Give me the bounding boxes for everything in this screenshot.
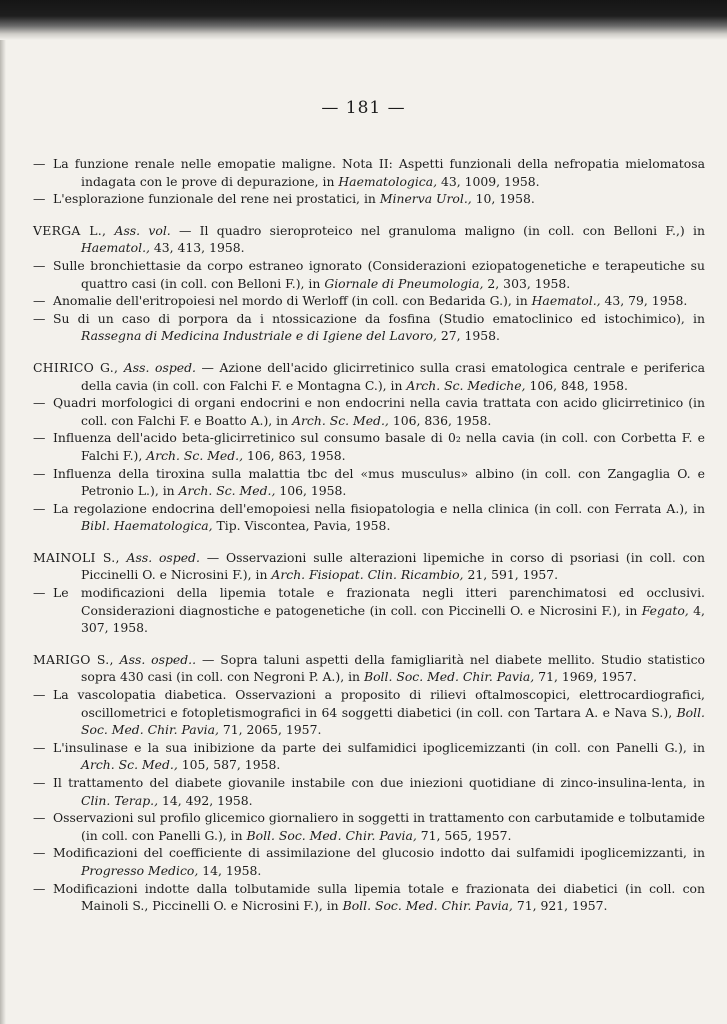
author-role: Ass. osped.: [126, 549, 200, 565]
author-name: VERGA L.,: [33, 222, 107, 238]
author-entry: VERGA L., Ass. vol. — Il quadro sieroproteico nel granuloma maligno (in coll. con Belloni F.,) in Haematol., 43, 413, 1958.: [33, 222, 705, 256]
bibliography-entry: — Su di un caso di porpora da i ntossicazione da fosfina (Studio ematoclinico ed istochimico), in Rassegna di Medicina Industriale e di Igiene del Lavoro, 27, 1958.: [33, 310, 705, 344]
author-entry: MAINOLI S., Ass. osped. — Osservazioni sulle alterazioni lipemiche in corso di psoriasi (in coll. con Piccinelli O. e Nicrosini F.), in Arch. Fisiopat. Clin. Ricambio, 21, 591, 1957.: [33, 549, 705, 583]
bibliography-entry: — Il trattamento del diabete giovanile instabile con due iniezioni quotidiane di zinco-insulina-lenta, in Clin. Terap., 14, 492, 1958.: [33, 775, 705, 808]
bibliography-entry: — Modificazioni del coefficiente di assimilazione del glucosio indotto dai sulfamidi ipoglicemizzanti, in Progresso Medico, 14, 1958.: [33, 845, 705, 878]
bibliography-entry: — La funzione renale nelle emopatie maligne. Nota II: Aspetti funzionali della nefropatia mielomatosa indagata con le prove di depurazione, in Haematologica, 43, 1009, 1958.: [33, 156, 705, 189]
bibliography-entry: — L'esplorazione funzionale del rene nei prostatici, in Minerva Urol., 10, 1958.: [33, 191, 535, 207]
scan-edge-shadow: [0, 40, 6, 1024]
author-name: CHIRICO G.,: [33, 359, 119, 375]
bibliography-entry: — Modificazioni indotte dalla tolbutamide sulla lipemia totale e frazionata dei diabetici (in coll. con Mainoli S., Piccinelli O. e Nicrosini F.), in Boll. Soc. Med. Chir. Pavia, 71, 921, 1957.: [33, 880, 705, 914]
author-name: MARIGO S.,: [33, 651, 114, 667]
bibliography-section: [33, 155, 705, 208]
author-entry: CHIRICO G., Ass. osped. — Azione dell'acido glicirretinico sulla crasi ematologica centrale e periferica della cavia (in coll. con Falchi F. e Montagna C.), in Arch. Sc. Mediche, 106, 848, 1958.: [33, 359, 705, 393]
bibliography-entry: — Quadri morfologici di organi endocrini e non endocrini nella cavia trattata con acido glicirretinico (in coll. con Falchi F. e Boatto A.), in Arch. Sc. Med., 106, 836, 1958.: [33, 395, 705, 428]
bibliography-entry: — Sulle bronchiettasie da corpo estraneo ignorato (Considerazioni eziopatogenetiche e terapeutiche su quattro casi (in coll. con Belloni F.), in Giornale di Pneumologia, 2, 303, 1958.: [33, 257, 705, 291]
bibliography-entry: — La regolazione endocrina dell'emopoiesi nella fisiopatologia e nella clinica (in coll. con Ferrata A.), in Bibl. Haematologica, Tip. Viscontea, Pavia, 1958.: [33, 500, 705, 534]
author-name: MAINOLI S.,: [33, 549, 120, 565]
bibliography: [33, 155, 705, 929]
bibliography-entry: — L'insulinase e la sua inibizione da parte dei sulfamidici ipoglicemizzanti (in coll. con Panelli G.), in Arch. Sc. Med., 105, 587, 1958.: [33, 739, 705, 773]
page-number: — 181 —: [321, 98, 406, 118]
bibliography-entry: — Le modificazioni della lipemia totale e frazionata negli itteri parenchimatosi ed occlusivi. Considerazioni diagnostiche e patogenetiche (in coll. con Piccinelli O. e Nicrosini F.), in Fegato, 4, 307, 1958.: [33, 585, 705, 636]
scan-dark-band: [0, 0, 727, 40]
author-role: Ass. osped.: [123, 359, 196, 375]
bibliography-entry: — Influenza della tiroxina sulla malattia tbc del «mus musculus» albino (in coll. con Zangaglia O. e Petronio L.), in Arch. Sc. Med., 106, 1958.: [33, 465, 705, 499]
bibliography-section: [33, 549, 705, 637]
bibliography-section: [33, 359, 705, 535]
bibliography-entry: — Anomalie dell'eritropoiesi nel mordo di Werloff (in coll. con Bedarida G.), in Haematol., 43, 79, 1958.: [33, 293, 688, 309]
author-entry: MARIGO S., Ass. osped.. — Sopra taluni aspetti della famigliarità nel diabete mellito. Studio statistico sopra 430 casi (in coll. con Negroni P. A.), in Boll. Soc. Med. Chir. Pavia, 71, 1969, 1957.: [33, 651, 705, 685]
bibliography-section: [33, 222, 705, 345]
author-role: Ass. vol.: [114, 222, 171, 238]
author-role: Ass. osped..: [119, 651, 197, 667]
bibliography-section: [33, 651, 705, 915]
bibliography-entry: — Influenza dell'acido beta-glicirretinico sul consumo basale di 0₂ nella cavia (in coll. con Corbetta F. e Falchi F.), Arch. Sc. Med., 106, 863, 1958.: [33, 430, 705, 463]
bibliography-entry: — La vascolopatia diabetica. Osservazioni a proposito di rilievi oftalmoscopici, elettrocardiografici, oscillometrici e fotopletismografici in 64 soggetti diabetici (in coll. con Tartara A. e Nava S.), Boll. Soc. Med. Chir. Pavia, 71, 2065, 1957.: [33, 687, 705, 738]
bibliography-entry: — Osservazioni sul profilo glicemico giornaliero in soggetti in trattamento con carbutamide e tolbutamide (in coll. con Panelli G.), in Boll. Soc. Med. Chir. Pavia, 71, 565, 1957.: [33, 810, 705, 843]
